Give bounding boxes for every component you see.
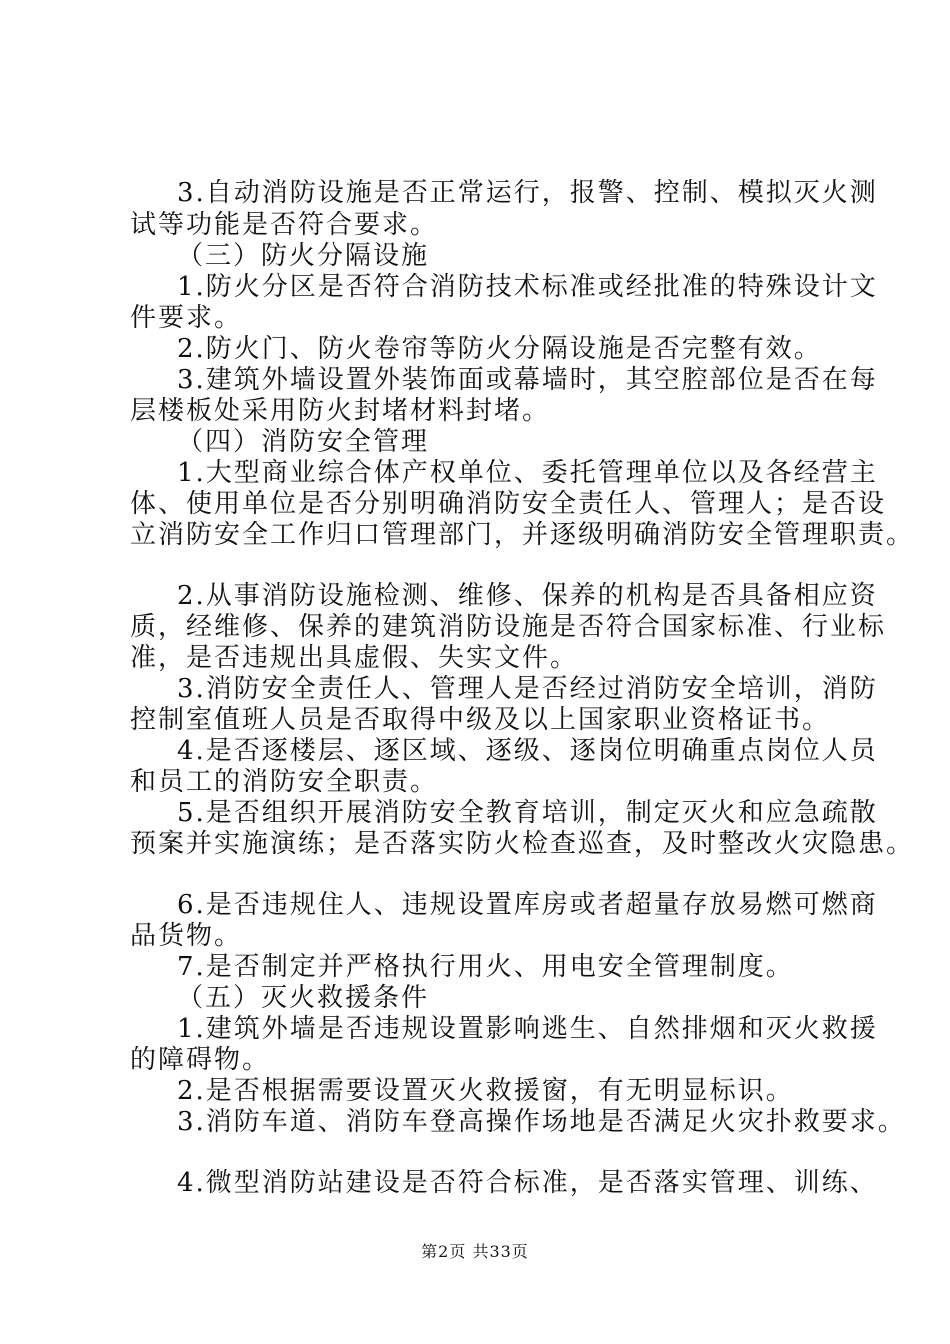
section-heading: （四）消防安全管理 — [177, 427, 430, 457]
text-line: 质，经维修、保养的建筑消防设施是否符合国家标准、行业标 — [130, 612, 887, 642]
text-line: 4.微型消防站建设是否符合标准，是否落实管理、训练、 — [177, 1168, 878, 1198]
text-line: 3.建筑外墙设置外装饰面或幕墙时，其空腔部位是否在每 — [177, 365, 878, 395]
text-line: 层楼板处采用防火封堵材料封堵。 — [130, 396, 551, 426]
text-line: 试等功能是否符合要求。 — [130, 210, 439, 240]
text-line: 3.消防车道、消防车登高操作场地是否满足火灾扑救要求。 — [177, 1107, 906, 1137]
text-line: 控制室值班人员是否取得中级及以上国家职业资格证书。 — [130, 705, 831, 735]
section-heading: （三）防火分隔设施 — [177, 241, 430, 271]
text-line: 的障碍物。 — [130, 1045, 271, 1075]
text-line: 7.是否制定并严格执行用火、用电安全管理制度。 — [177, 952, 794, 982]
text-line: 3.自动消防设施是否正常运行，报警、控制、模拟灭火测 — [177, 178, 878, 208]
text-line: 6.是否违规住人、违规设置库房或者超量存放易燃可燃商 — [177, 890, 878, 920]
text-line: 预案并实施演练；是否落实防火检查巡查，及时整改火灾隐患。 — [130, 829, 915, 859]
text-line: 2.防火门、防火卷帘等防火分隔设施是否完整有效。 — [177, 334, 822, 364]
text-line: 件要求。 — [130, 303, 243, 333]
section-heading: （五）灭火救援条件 — [177, 983, 430, 1013]
text-line: 体、使用单位是否分别明确消防安全责任人、管理人；是否设 — [130, 489, 887, 519]
text-line: 4.是否逐楼层、逐区域、逐级、逐岗位明确重点岗位人员 — [177, 736, 878, 766]
page-number-footer: 第2页 共33页 — [421, 1242, 529, 1261]
text-line: 2.是否根据需要设置灭火救援窗，有无明显标识。 — [177, 1076, 794, 1106]
text-line: 3.消防安全责任人、管理人是否经过消防安全培训，消防 — [177, 674, 878, 704]
text-line: 立消防安全工作归口管理部门，并逐级明确消防安全管理职责。 — [130, 520, 915, 550]
text-line: 5.是否组织开展消防安全教育培训，制定灭火和应急疏散 — [177, 798, 878, 828]
text-line: 1.建筑外墙是否违规设置影响逃生、自然排烟和灭火救援 — [177, 1014, 878, 1044]
text-line: 1.大型商业综合体产权单位、委托管理单位以及各经营主 — [177, 458, 878, 488]
text-line: 2.从事消防设施检测、维修、保养的机构是否具备相应资 — [177, 581, 878, 611]
text-line: 和员工的消防安全职责。 — [130, 767, 439, 797]
text-line: 品货物。 — [130, 921, 243, 951]
text-line: 准，是否违规出具虚假、失实文件。 — [130, 643, 579, 673]
text-line: 1.防火分区是否符合消防技术标准或经批准的特殊设计文 — [177, 272, 878, 302]
